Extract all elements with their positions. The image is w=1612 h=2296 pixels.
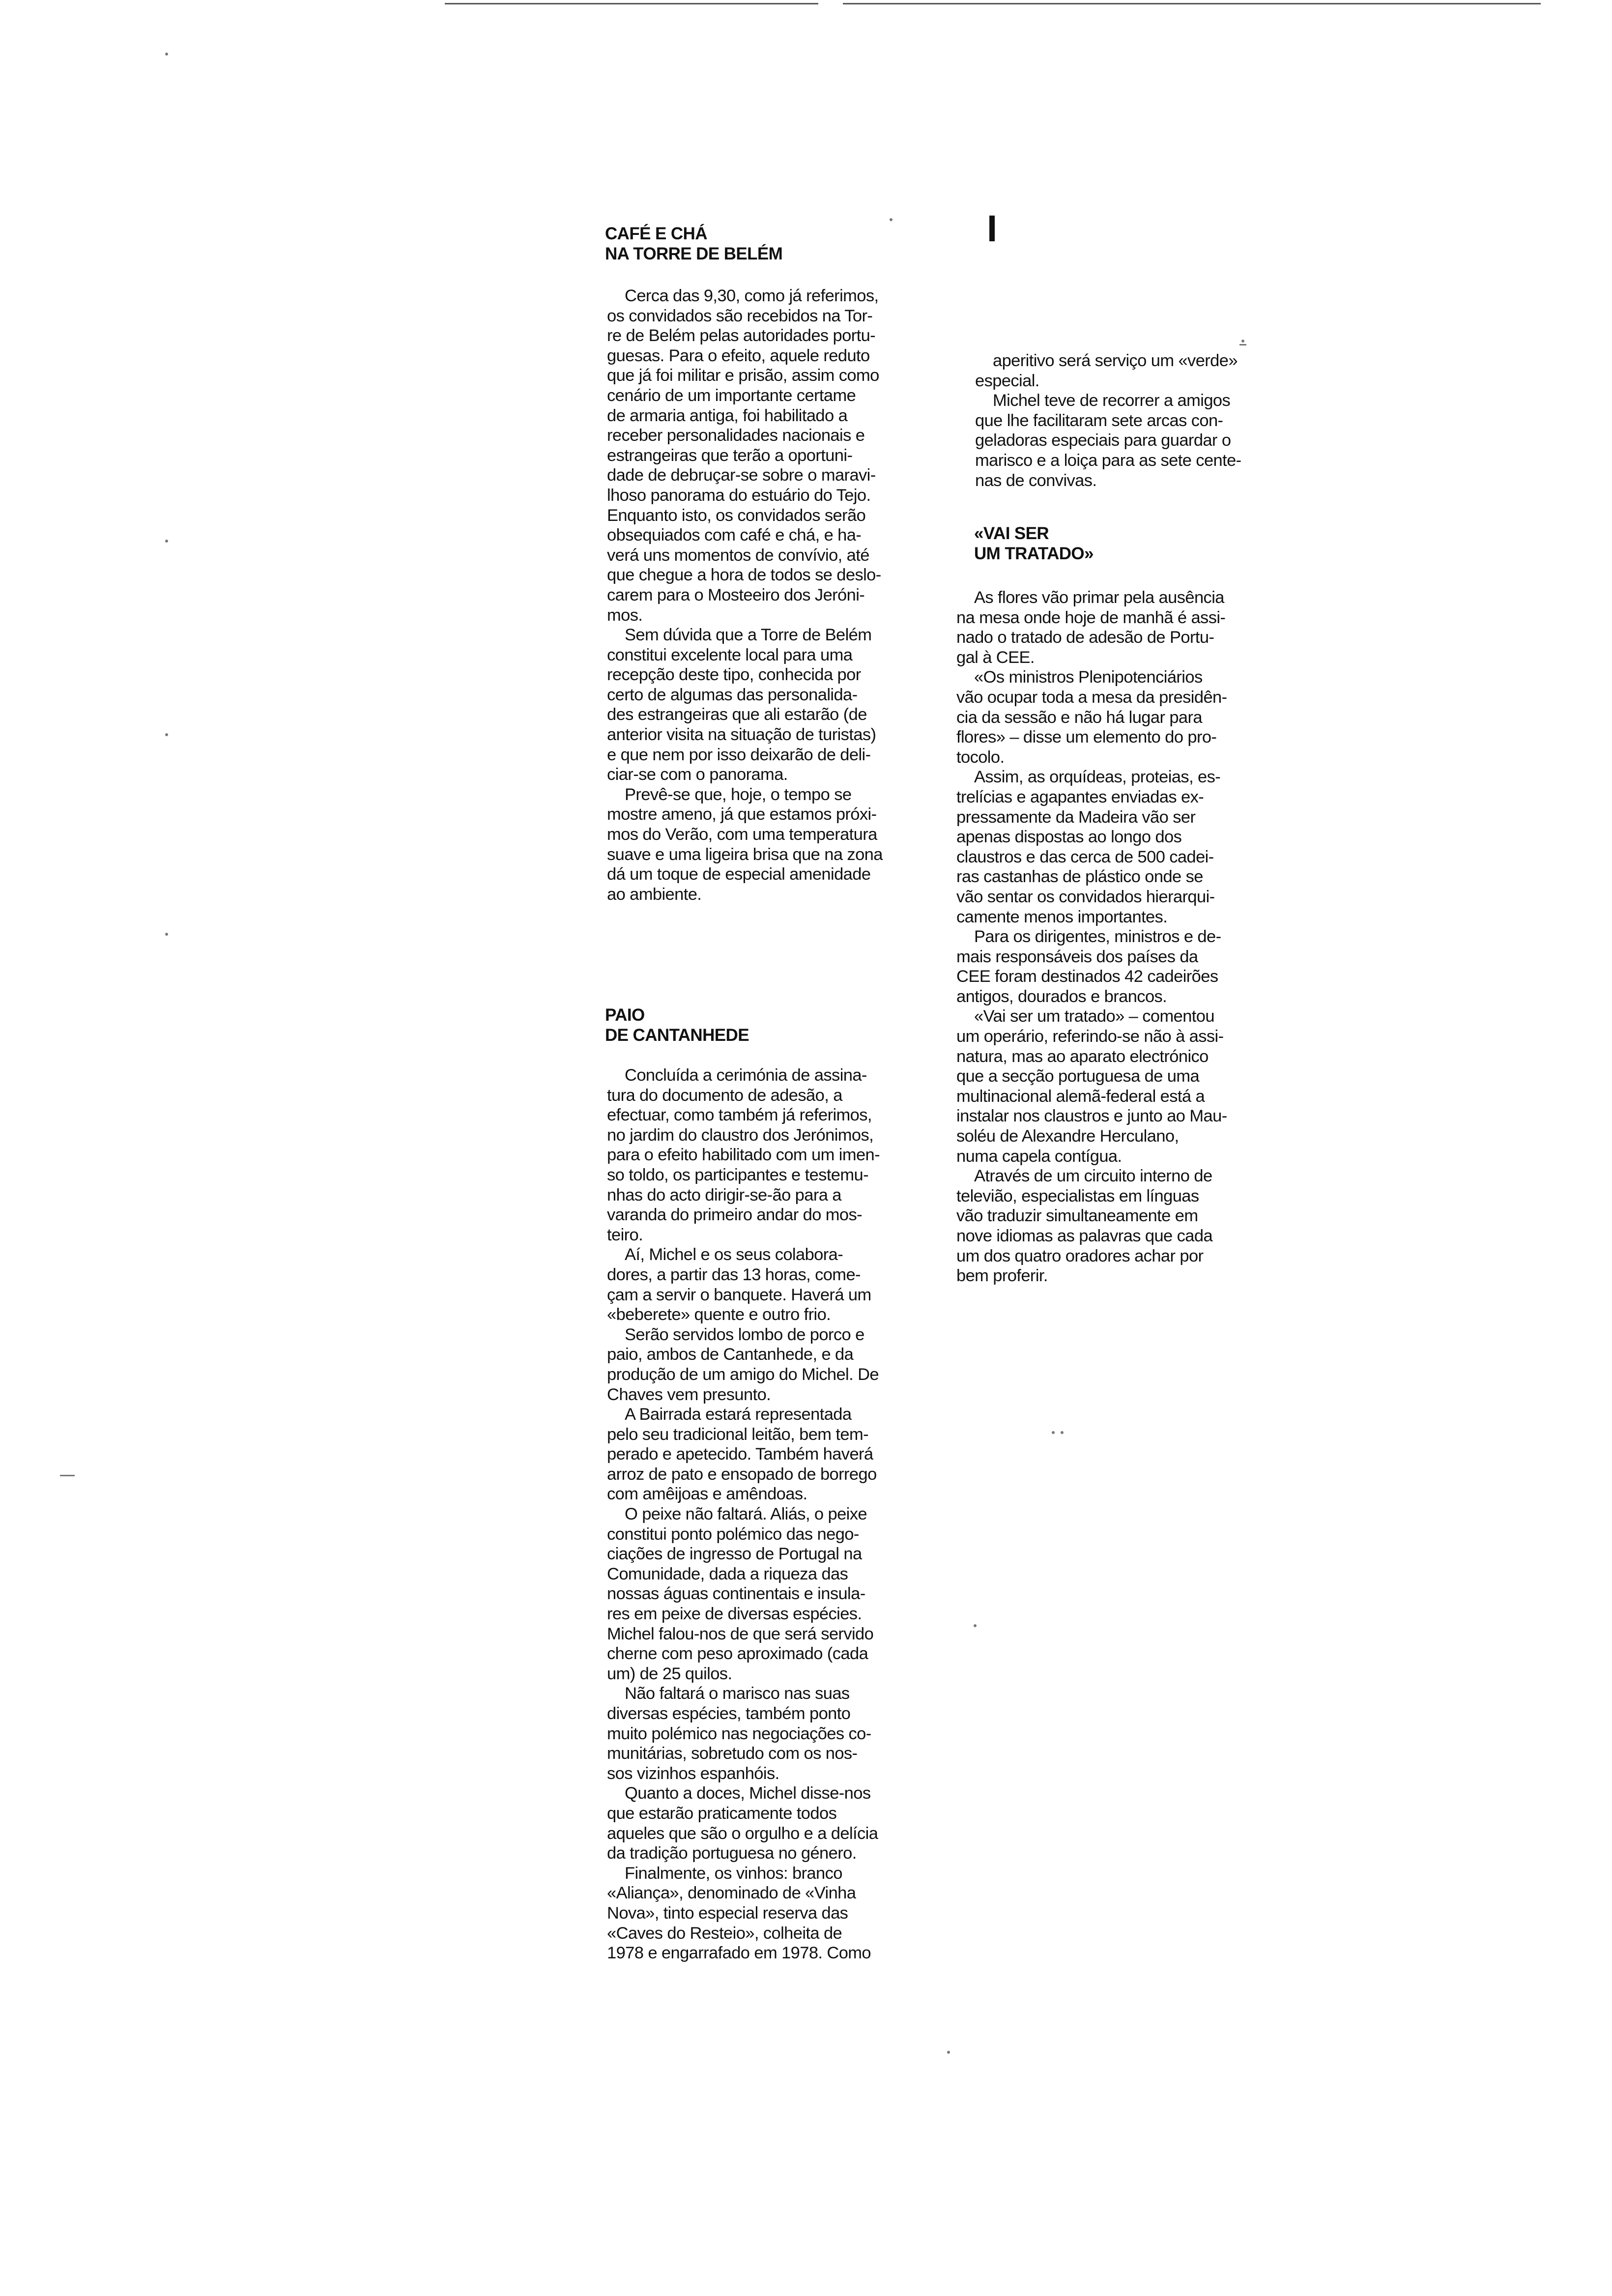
text-line: Enquanto isto, os convidados serão (607, 506, 866, 525)
paragraph (956, 927, 1320, 1006)
text-line: mostre ameno, já que estamos próxi- (607, 805, 877, 824)
text-line: que estarão praticamente todos (607, 1804, 837, 1823)
paragraph (956, 667, 1320, 767)
text-line: constitui ponto polémico das nego- (607, 1524, 859, 1544)
text-line: «Vai ser um tratado» – comentou (974, 1007, 1214, 1026)
text-line: mos. (607, 605, 643, 625)
paragraph (956, 1166, 1320, 1286)
text-line: ciar-se com o panorama. (607, 765, 788, 784)
text-line: um dos quatro oradores achar por (956, 1246, 1204, 1265)
paragraph (975, 391, 1320, 490)
section-heading-paio-de-cantanhede (605, 1005, 979, 1045)
text-line: verá uns momentos de convívio, até (607, 545, 869, 565)
text-line: Prevê-se que, hoje, o tempo se (625, 785, 852, 804)
heading-line: CAFÉ E CHÁ (605, 224, 707, 243)
text-line: «Os ministros Plenipotenciários (974, 668, 1203, 687)
text-line: lhoso panorama do estuário do Tejo. (607, 486, 871, 505)
text-line: produção de um amigo do Michel. De (607, 1365, 879, 1384)
text-line: efectuar, como também já referimos, (607, 1106, 872, 1125)
text-line: geladoras especiais para guardar o (975, 431, 1231, 450)
text-line: «Caves do Resteio», colheita de (607, 1923, 842, 1943)
text-line: vão sentar os convidados hierarqui- (956, 887, 1215, 906)
text-line: so toldo, os participantes e testemu- (607, 1165, 869, 1184)
text-line: nado o tratado de adesão de Portu- (956, 628, 1214, 647)
text-line: cenário de um importante certame (607, 386, 856, 405)
text-line: nossas águas continentais e insula- (607, 1584, 865, 1604)
text-line: que lhe facilitaram sete arcas con- (975, 411, 1223, 430)
text-line: Não faltará o marisco nas suas (625, 1684, 850, 1703)
text-line: gal à CEE. (956, 648, 1035, 667)
text-line: trelícias e agapantes enviadas ex- (956, 787, 1204, 806)
text-line: Para os dirigentes, ministros e de- (974, 927, 1221, 947)
text-line: que a secção portuguesa de uma (956, 1067, 1200, 1086)
paragraph (607, 1065, 979, 1245)
text-line: Cerca das 9,30, como já referimos, (625, 287, 879, 305)
text-line: çam a servir o banquete. Haverá um (607, 1285, 871, 1304)
text-line: dá um toque de especial amenidade (607, 865, 871, 884)
paragraph (607, 1864, 979, 1963)
paragraph (956, 767, 1320, 927)
text-line: que chegue a hora de todos se deslo- (607, 566, 881, 585)
margin-dash (60, 1475, 75, 1476)
speck (1241, 340, 1244, 343)
paragraph (607, 1245, 979, 1324)
text-line: dores, a partir das 13 horas, come- (607, 1265, 861, 1284)
top-rule-right (843, 3, 1541, 4)
section-body (956, 588, 1320, 1286)
text-line: instalar nos claustros e junto ao Mau- (956, 1107, 1227, 1126)
text-line: paio, ambos de Cantanhede, e da (607, 1345, 854, 1364)
section-body (607, 286, 979, 904)
text-line: Comunidade, dada a riqueza das (607, 1564, 848, 1583)
text-line: res em peixe de diversas espécies. (607, 1605, 862, 1624)
text-line: Chaves vem presunto. (607, 1385, 771, 1404)
text-line: aqueles que são o orgulho e a delícia (607, 1824, 878, 1843)
text-line: ras castanhas de plástico onde se (956, 867, 1203, 887)
text-line: recepção deste tipo, conhecida por (607, 665, 861, 685)
text-line: Nova», tinto especial reserva das (607, 1903, 848, 1923)
margin-dash (1239, 344, 1246, 345)
text-line: Finalmente, os vinhos: branco (625, 1864, 842, 1883)
text-line: suave e uma ligeira brisa que na zona (607, 845, 883, 864)
heading-line: «VAI SER (974, 524, 1049, 543)
text-line: «Aliança», denominado de «Vinha (607, 1884, 856, 1903)
section-body (975, 351, 1320, 490)
text-line: 1978 e engarrafado em 1978. Como (607, 1944, 871, 1963)
text-line: sos vizinhos espanhóis. (607, 1764, 779, 1783)
text-line: soléu de Alexandre Herculano, (956, 1127, 1179, 1146)
text-line: nas de convivas. (975, 471, 1097, 490)
text-line: de armaria antiga, foi habilitado a (607, 406, 848, 425)
text-line: pressamente da Madeira vão ser (956, 807, 1196, 827)
text-line: claustros e das cerca de 500 cadei- (956, 847, 1214, 866)
text-line: especial. (975, 371, 1039, 390)
text-line: As flores vão primar pela ausência (974, 588, 1224, 607)
heading-line: UM TRATADO» (974, 544, 1094, 563)
text-line: cherne com peso aproximado (cada (607, 1644, 868, 1664)
text-line: numa capela contígua. (956, 1147, 1122, 1166)
speck (890, 218, 892, 221)
section-heading-cafe-e-cha (605, 224, 979, 264)
speck (1052, 1431, 1055, 1434)
text-line: aperitivo será serviço um «verde» (993, 351, 1238, 370)
text-line: camente menos importantes. (956, 907, 1168, 926)
text-line: um) de 25 quilos. (607, 1664, 732, 1683)
paragraph (607, 1325, 979, 1405)
text-line: vão traduzir simultaneamente em (956, 1206, 1198, 1226)
text-line: obsequiados com café e chá, e ha- (607, 526, 862, 545)
paragraph (956, 588, 1320, 667)
text-line: A Bairrada estará representada (625, 1405, 852, 1424)
text-line: O peixe não faltará. Aliás, o peixe (625, 1505, 867, 1524)
text-line: Michel falou-nos de que será servido (607, 1624, 874, 1643)
text-line: des estrangeiras que ali estarão (de (607, 705, 867, 724)
text-line: constitui excelente local para uma (607, 645, 853, 664)
text-line: anterior visita na situação de turistas) (607, 725, 876, 745)
paragraph (607, 286, 979, 625)
text-line: que já foi militar e prisão, assim como (607, 366, 879, 385)
text-line: nove idiomas as palavras que cada (956, 1227, 1213, 1245)
text-line: pelo seu tradicional leitão, bem tem- (607, 1425, 869, 1444)
text-line: Serão servidos lombo de porco e (625, 1325, 864, 1344)
text-line: mais responsáveis dos países da (956, 947, 1198, 966)
text-line: ao ambiente. (607, 885, 702, 904)
text-line: Assim, as orquídeas, proteias, es- (974, 768, 1221, 787)
speck (165, 540, 168, 543)
text-line: Quanto a doces, Michel disse-nos (625, 1784, 871, 1803)
text-line: guesas. Para o efeito, aquele reduto (607, 346, 870, 365)
text-line: para o efeito habilitado com um imen- (607, 1146, 880, 1165)
text-line: receber personalidades nacionais e (607, 426, 865, 445)
speck (947, 2051, 950, 2054)
text-line: no jardim do claustro dos Jerónimos, (607, 1125, 874, 1145)
text-line: e que nem por isso deixarão de deli- (607, 745, 871, 764)
text-line: na mesa onde hoje de manhã é assi- (956, 608, 1226, 627)
text-line: natura, mas ao aparato electrónico (956, 1047, 1209, 1066)
text-line: cia da sessão e não há lugar para (956, 708, 1202, 727)
speck (165, 933, 168, 936)
text-line: muito polémico nas negociações co- (607, 1724, 871, 1743)
text-line: Aí, Michel e os seus colabora- (625, 1245, 843, 1264)
text-line: Concluída a cerimónia de assina- (625, 1066, 867, 1085)
text-line: perado e apetecido. Também haverá (607, 1445, 873, 1464)
paragraph (607, 1504, 979, 1684)
text-line: multinacional alemã-federal está a (956, 1087, 1205, 1106)
heading-line: NA TORRE DE BELÉM (605, 244, 783, 263)
text-line: nhas do acto dirigir-se-ão para a (607, 1185, 841, 1205)
section-heading-vai-ser-um-tratado (974, 524, 1320, 564)
paragraph (607, 785, 979, 905)
text-line: CEE foram destinados 42 cadeirões (956, 967, 1218, 986)
speck (1061, 1431, 1064, 1434)
text-line: um operário, referindo-se não à assi- (956, 1027, 1224, 1046)
heading-line: DE CANTANHEDE (605, 1025, 749, 1045)
paragraph (975, 351, 1320, 391)
text-line: munitárias, sobretudo com os nos- (607, 1744, 858, 1763)
paragraph (607, 625, 979, 785)
text-line: antigos, dourados e brancos. (956, 987, 1167, 1006)
paragraph (607, 1783, 979, 1863)
text-line: vão ocupar toda a mesa da presidên- (956, 688, 1227, 707)
text-line: Sem dúvida que a Torre de Belém (625, 626, 872, 645)
text-line: varanda do primeiro andar do mos- (607, 1205, 863, 1225)
paragraph (607, 1684, 979, 1783)
section-body (607, 1065, 979, 1963)
text-line: «beberete» quente e outro frio. (607, 1305, 831, 1324)
text-line: dade de debruçar-se sobre o maravi- (607, 466, 876, 485)
text-line: teiro. (607, 1225, 643, 1244)
speck (165, 733, 168, 736)
text-line: carem para o Mosteeiro dos Jeróni- (607, 585, 865, 604)
text-line: bem proferir. (956, 1266, 1048, 1286)
text-line: marisco e a loiça para as sete cente- (975, 451, 1241, 470)
text-line: Michel teve de recorrer a amigos (993, 391, 1231, 410)
text-line: televião, especialistas em línguas (956, 1186, 1199, 1205)
text-line: os convidados são recebidos na Tor- (607, 306, 873, 325)
heading-line: PAIO (605, 1005, 645, 1025)
text-line: da tradição portuguesa no género. (607, 1844, 857, 1863)
paragraph (607, 1405, 979, 1504)
text-line: estrangeiras que terão a oportuni- (607, 446, 853, 465)
text-line: arroz de pato e ensopado de borrego (607, 1464, 877, 1484)
text-line: mos do Verão, com uma temperatura (607, 825, 877, 844)
text-line: flores» – disse um elemento do pro- (956, 728, 1217, 747)
text-line: re de Belém pelas autoridades portu- (607, 326, 876, 345)
text-line: apenas dispostas ao longo dos (956, 828, 1182, 847)
paragraph (956, 1006, 1320, 1166)
text-line: tocolo. (956, 747, 1005, 767)
text-line: certo de algumas das personalida- (607, 685, 858, 704)
text-line: diversas espécies, também ponto (607, 1704, 851, 1723)
text-line: ciações de ingresso de Portugal na (607, 1545, 862, 1564)
column-divider-mark: I (987, 208, 998, 250)
top-rule-left (445, 3, 818, 4)
speck (165, 53, 168, 56)
text-line: tura do documento de adesão, a (607, 1086, 842, 1105)
text-line: Através de um circuito interno de (974, 1167, 1212, 1186)
text-line: com amêijoas e amêndoas. (607, 1485, 807, 1504)
